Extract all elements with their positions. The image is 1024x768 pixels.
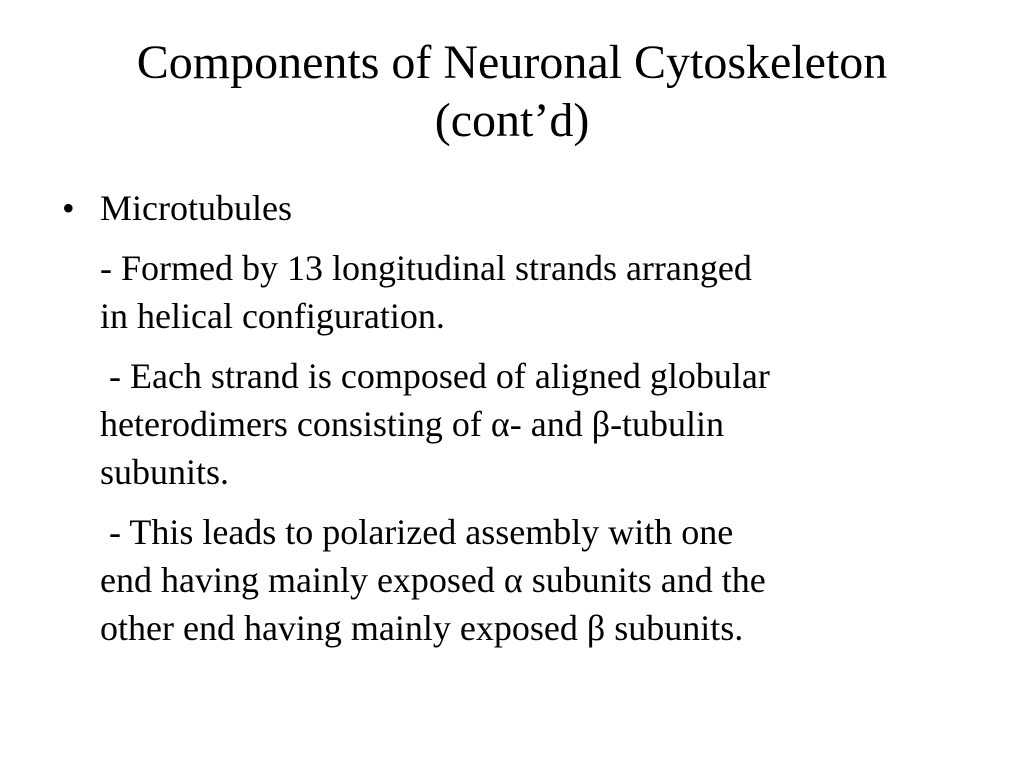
sub-paragraph-formation [60,244,970,340]
text-line: end having mainly exposed α subunits and the [100,560,766,600]
slide-body [60,184,970,652]
bullet-label: Microtubules [100,188,292,228]
sub-paragraph-polarized-assembly [60,508,970,652]
text-line: other end having mainly exposed β subunits. [100,608,744,648]
slide-title-line-2: (cont’d) [434,94,590,147]
slide-title [40,34,984,150]
bullet-item-microtubules [60,184,970,232]
bullet-icon: • [62,188,75,228]
text-line: - Each strand is composed of aligned globular [100,356,770,396]
text-line: - This leads to polarized assembly with one [100,512,734,552]
text-line: heterodimers consisting of α- and β-tubulin [100,404,725,444]
text-line: - Formed by 13 longitudinal strands arranged [100,248,752,288]
text-line: in helical configuration. [100,296,445,336]
text-line: subunits. [100,452,230,492]
slide-title-line-1: Components of Neuronal Cytoskeleton [136,36,888,89]
sub-paragraph-strand-composition [60,352,970,496]
